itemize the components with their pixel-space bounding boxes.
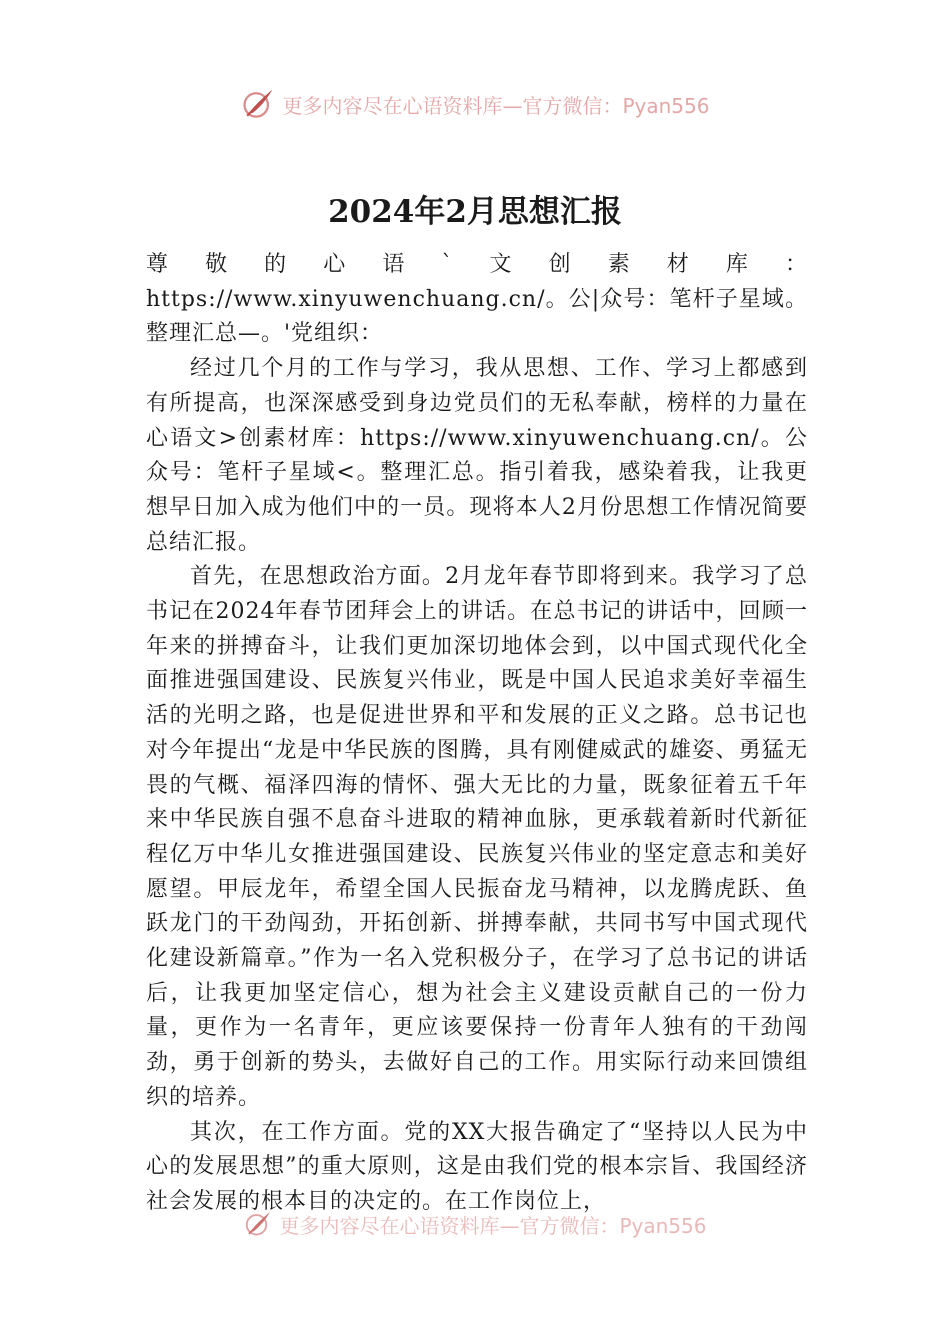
watermark-text: 更多内容尽在心语资料库—官方微信：Pyan556 <box>282 93 710 118</box>
quill-logo-icon <box>243 1209 273 1239</box>
body-paragraph: 首先，在思想政治方面。2月龙年春节即将到来。我学习了总书记在2024年春节团拜会上的讲话。在总书记的讲话中，回顾一年来的拼搏奋斗，让我们更加深切地体会到，以中国式现代化全面推进强国建设、民族复兴伟业，既是中国人民追求美好幸福生活的光明之路，也是促进世界和平和发展的正义之路。总书记也对今年提出“龙是中华民族的图腾，具有刚健威武的雄姿、勇猛无畏的气概、福泽四海的情怀、强大无比的力量，既象征着五千年来中华民族自强不息奋斗进取的精神血脉，更承载着新时代新征程亿万中华儿女推进强国建设、民族复兴伟业的坚定意志和美好愿望。甲辰龙年，希望全国人民振奋龙马精神，以龙腾虎跃、鱼跃龙门的干劲闯劲，开拓创新、拼搏奉献，共同书写中国式现代化建设新篇章。”作为一名入党积极分子，在学习了总书记的讲话后，让我更加坚定信心，想为社会主义建设贡献自己的一份力量，更作为一名青年，更应该要保持一份青年人独有的干劲闯劲，勇于创新的势头，去做好自己的工作。用实际行动来回馈组织的培养。 <box>146 564 808 1110</box>
document-body <box>146 248 808 1220</box>
salutation-paragraph: 尊敬的心语`文创素材库：https://www.xinyuwenchuang.cn/。公|众号：笔杆子星域。整理汇总—。'党组织： <box>146 252 808 347</box>
footer-watermark <box>0 1208 950 1240</box>
header-watermark <box>0 84 950 124</box>
quill-logo-icon <box>240 86 276 122</box>
body-paragraph: 经过几个月的工作与学习，我从思想、工作、学习上都感到有所提高，也深深感受到身边党员们的无私奉献，榜样的力量在心语文>创素材库：https://www.xinyuwenchuang.cn/。公众号：笔杆子星域<。整理汇总。指引着我，感染着我，让我更想早日加入成为他们中的一员。现将本人2月份思想工作情况简要总结汇报。 <box>146 356 808 555</box>
body-paragraph: 其次，在工作方面。党的XX大报告确定了“坚持以人民为中心的发展思想”的重大原则，这是由我们党的根本宗旨、我国经济社会发展的根本目的决定的。在工作岗位上， <box>146 1119 808 1214</box>
document-title: 2024年2月思想汇报 <box>328 194 622 230</box>
watermark-text: 更多内容尽在心语资料库—官方微信：Pyan556 <box>279 1213 707 1238</box>
